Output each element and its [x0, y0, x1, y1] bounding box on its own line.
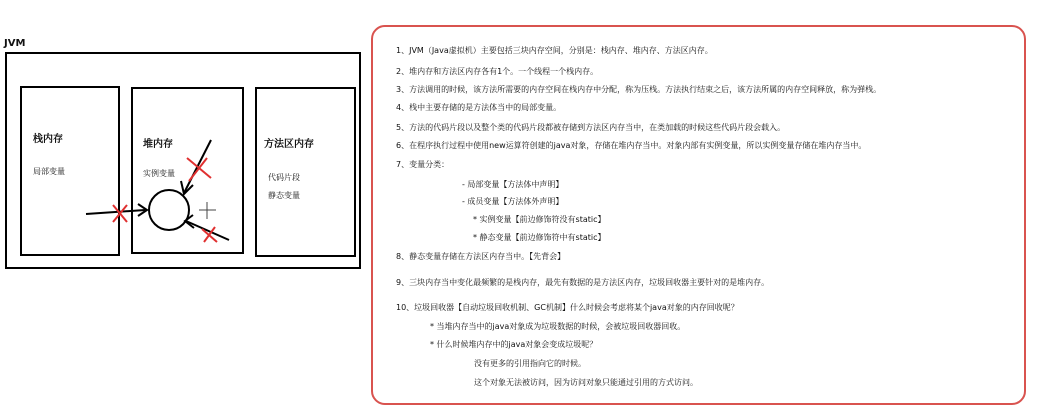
note-1: 1、JVM（Java虚拟机）主要包括三块内存空间，分别是：栈内存、堆内存、方法区内存。: [396, 46, 713, 55]
method-area-title: 方法区内存: [264, 139, 314, 150]
heap-object-circle: [149, 190, 189, 230]
note-10-no-reference: 没有更多的引用指向它的时候。: [474, 359, 586, 368]
note-7-local-variable: - 局部变量【方法体中声明】: [462, 180, 564, 189]
note-10-garbage-data: * 当堆内存当中的java对象成为垃圾数据的时候，会被垃圾回收器回收。: [430, 322, 686, 331]
note-7-instance-variable: * 实例变量【前边修饰符没有static】: [473, 215, 606, 224]
crosshair-cursor-icon: [199, 202, 216, 219]
heap-instance-variable-label: 实例变量: [143, 169, 175, 178]
cut-mark-stack-reference: [113, 205, 127, 222]
stack-local-variable-label: 局部变量: [33, 167, 65, 176]
note-3: 3、方法调用的时候，该方法所需要的内存空间在栈内存中分配，称为压栈。方法执行结束之后，该方法所属的内存空间释放，称为弹栈。: [396, 85, 882, 94]
note-7-static-variable: * 静态变量【前边修饰符中有static】: [473, 233, 606, 242]
method-code-fragment-label: 代码片段: [268, 173, 300, 182]
note-5: 5、方法的代码片段以及整个类的代码片段都被存储到方法区内存当中，在类加载的时候这些代码片段会载入。: [396, 123, 786, 132]
method-static-variable-label: 静态变量: [268, 191, 300, 200]
stack-memory-title: 栈内存: [33, 134, 63, 145]
note-4: 4、栈中主要存储的是方法体当中的局部变量。: [396, 103, 562, 112]
jvm-label: JVM: [4, 38, 26, 49]
note-10-unreachable: 这个对象无法被访问，因为访问对象只能通过引用的方式访问。: [474, 378, 698, 387]
heap-memory-title: 堆内存: [143, 139, 173, 150]
note-10: 10、垃圾回收器【自动垃圾回收机制、GC机制】什么时候会考虑将某个java对象的内存回收呢？: [396, 303, 739, 312]
note-7: 7、变量分类：: [396, 160, 450, 169]
note-6: 6、在程序执行过程中使用new运算符创建的java对象，存储在堆内存当中。对象内部有实例变量，所以实例变量存储在堆内存当中。: [396, 141, 867, 150]
note-2: 2、堆内存和方法区内存各有1个。一个线程一个栈内存。: [396, 67, 599, 76]
note-10-when-garbage: * 什么时候堆内存中的java对象会变成垃圾呢？: [430, 340, 598, 349]
note-7-member-variable: - 成员变量【方法体外声明】: [462, 197, 564, 206]
stack-reference-arrow: [86, 210, 145, 214]
note-9: 9、三块内存当中变化最频繁的是栈内存，最先有数据的是方法区内存，垃圾回收器主要针对的是堆内存。: [396, 278, 770, 287]
note-8: 8、静态变量存储在方法区内存当中。【先背会】: [396, 252, 566, 261]
